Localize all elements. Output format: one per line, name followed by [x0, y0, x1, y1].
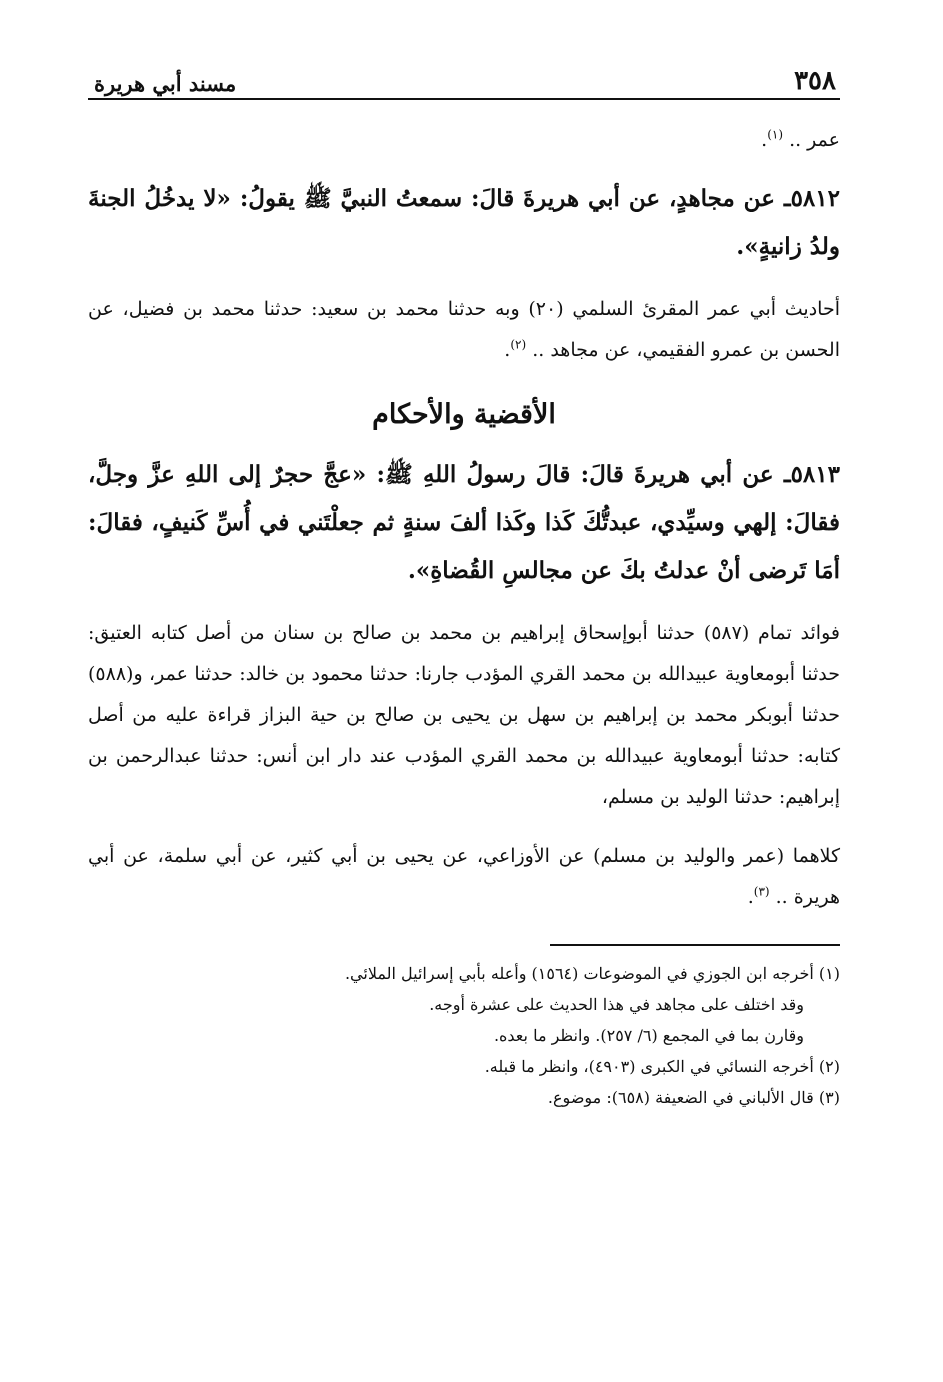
footnote-2: (٢) أخرجه النسائي في الكبرى (٤٩٠٣)، وانظر ما قبله. [484, 1057, 840, 1076]
source-5812: أحاديث أبي عمر المقرئ السلمي (٢٠) وبه حدثنا محمد بن سعيد: حدثنا محمد بن فضيل، عن الحسن بن عمرو الفقيمي، عن مجاهد .. $^{(٢)}$. [88, 298, 840, 361]
hadith-number: ٥٨١٣ـ [783, 461, 840, 488]
source-text: أحاديث أبي عمر المقرئ السلمي (٢٠) وبه حدثنا محمد بن سعيد: حدثنا محمد بن فضيل، عن الحسن بن عمرو الفقيمي، عن مجاهد .. [88, 298, 840, 361]
footnote-ref-2: (٢) [510, 337, 527, 352]
continuation-text: عمر .. [789, 129, 840, 151]
footnote-ref-3: (٣) [753, 884, 770, 899]
section-title: الأقضية والأحكام [372, 399, 556, 430]
source-5813-a: فوائد تمام (٥٨٧) حدثنا أبوإسحاق إبراهيم بن محمد بن صالح بن سنان من أصل كتابه العتيق: حدثنا أبومعاوية عبيدالله بن محمد القري المؤدب جارنا: حدثنا محمود بن خالد: حدثنا عمر، و(٥٨٨) حدثنا أبوبكر محمد بن إبراهيم بن سهل بن يحيى بن صالح بن حية البزاز قراءة عليه من أصل كتابه: حدثنا أبومعاوية عبيدالله بن محمد القري المؤدب عند دار ابن أنس: حدثنا عبدالرحمن بن إبراهيم: حدثنا الوليد بن مسلم، [88, 622, 840, 808]
hadith-5813 [88, 451, 840, 595]
main-text [88, 120, 840, 918]
hadith-text: عن أبي هريرةَ قالَ: قالَ رسولُ اللهِ ﷺ: «عجَّ حجرٌ إلى اللهِ عزَّ وجلَّ، فقالَ: إلهي وسيِّدي، عبدتُّكَ كَذا وكَذا ألفَ سنةٍ ثم جعلْتَني في أُسِّ كَنيفٍ، فقالَ: أمَا تَرضى أنْ عدلتُ بكَ عن مجالسِ القُضاةِ». [88, 461, 840, 584]
footnotes [88, 958, 840, 1113]
footnote-1-compare: وقارن بما في المجمع (٦/ ٢٥٧). وانظر ما بعده. [493, 1026, 804, 1045]
page-header [88, 56, 840, 100]
footnote-divider [550, 944, 840, 946]
page-number: ٣٥٨ [794, 66, 836, 96]
footnote-1-note: وقد اختلف على مجاهد في هذا الحديث على عشرة أوجه. [429, 995, 804, 1014]
source-5813-b: كلاهما (عمر والوليد بن مسلم) عن الأوزاعي، عن يحيى بن أبي كثير، عن أبي سلمة، عن أبي هريرة .. $^{(٣)}$. [88, 845, 840, 908]
running-title: مسند أبي هريرة [94, 71, 237, 96]
footnote-1: (١) أخرجه ابن الجوزي في الموضوعات (١٥٦٤) وأعله بأبي إسرائيل الملائي. [344, 964, 840, 983]
source-text: كلاهما (عمر والوليد بن مسلم) عن الأوزاعي، عن يحيى بن أبي كثير، عن أبي سلمة، عن أبي هريرة .. [88, 845, 840, 908]
footnote-ref-1: (١) [767, 127, 784, 142]
hadith-number: ٥٨١٢ـ [783, 185, 840, 212]
book-page [88, 56, 840, 1113]
hadith-5812 [88, 175, 840, 271]
continuation-line: عمر .. $^{(١)}$. [761, 127, 840, 151]
footnote-3: (٣) قال الألباني في الضعيفة (٦٥٨): موضوع. [547, 1088, 840, 1107]
hadith-text: عن مجاهدٍ، عن أبي هريرةَ قالَ: سمعتُ النبيَّ ﷺ يقولُ: «لا يدخُلُ الجنةَ ولدُ زانيةٍ». [88, 185, 840, 260]
